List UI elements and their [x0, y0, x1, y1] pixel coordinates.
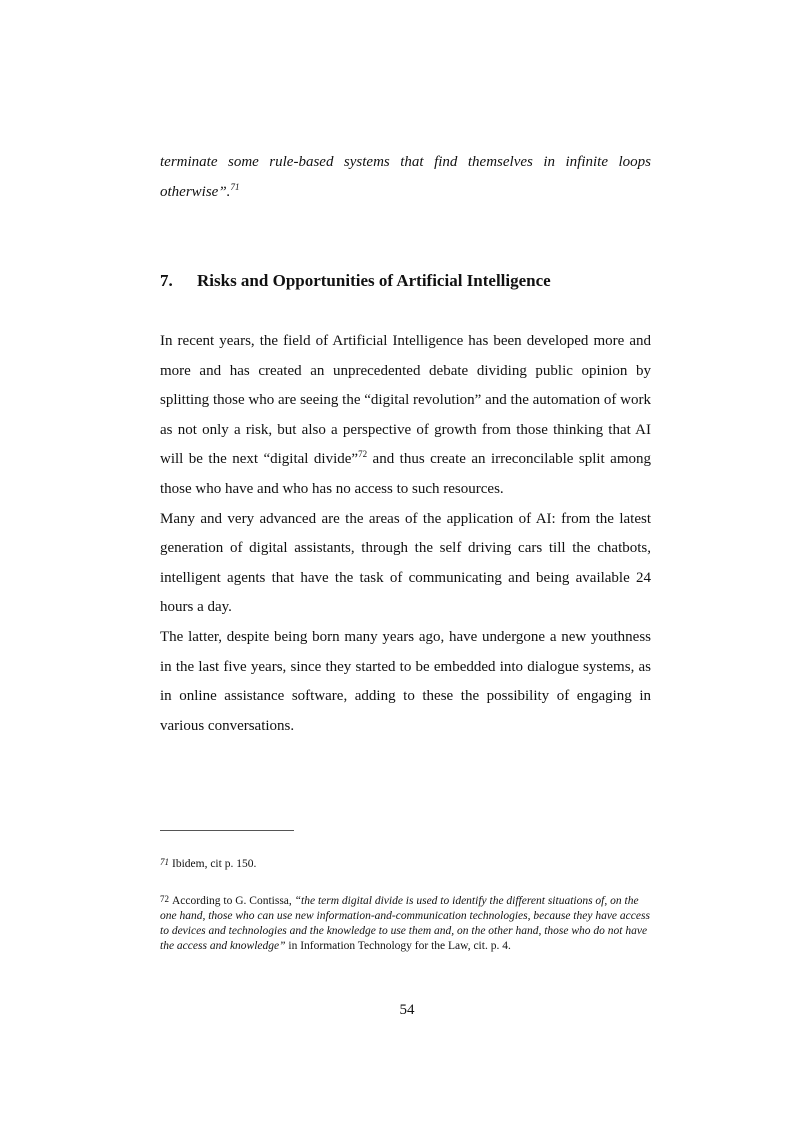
paragraph-1	[160, 327, 651, 505]
footnote-mark-72: 72	[160, 894, 169, 904]
paragraph-2: Many and very advanced are the areas of the application of AI: from the latest generation of digital assistants, through the self driving cars till the chatbots, intelligent agents that have the task of communicating and being available 24 hours a day.	[160, 510, 651, 616]
paragraph-1-part-2: and thus create an irreconcilable split among those who have and who has no access to such resources.	[160, 451, 652, 497]
footnote-mark-71: 71	[160, 857, 169, 867]
body-text	[160, 327, 651, 741]
footnotes	[160, 855, 651, 954]
footnote-71	[160, 855, 651, 872]
footnote-72-tail: in Information Technology for the Law, cit. p. 4.	[285, 940, 511, 952]
footnote-separator	[160, 830, 294, 831]
footnote-72-lead: According to G. Contissa,	[172, 895, 295, 907]
section-number: 7.	[160, 271, 173, 290]
footnote-72-quote: “the term digital divide is used to identify the different situations of, on the one hand, those who can use new information-and-communication technologies, because they have access to devices and technologies and the knowledge to use them and, on the other hand, those who do not have the access and knowledge”	[160, 895, 650, 952]
footnote-ref-71[interactable]: 71	[230, 181, 240, 192]
carryover-quote-text: terminate some rule-based systems that find themselves in infinite loops otherwise”.	[160, 154, 651, 200]
paragraph-1-part-1: In recent years, the field of Artificial Intelligence has been developed more and more and has created an unprecedented debate dividing public opinion by splitting those who are seeing the “digital revolution” and the automation of work as not only a risk, but also a perspective of growth from those thinking that AI will be the next “digital divide”	[160, 333, 651, 468]
page-number: 54	[399, 1002, 415, 1018]
footnote-72	[160, 892, 651, 954]
carryover-quote	[160, 148, 651, 207]
paragraph-3: The latter, despite being born many years ago, have undergone a new youthness in the last five years, since they started to be embedded into dialogue systems, as in online assistance software, adding to these the possibility of engaging in various conversations.	[160, 628, 651, 734]
footnote-71-text: Ibidem, cit p. 150.	[172, 858, 257, 870]
section-heading	[160, 268, 651, 294]
footnote-ref-72[interactable]: 72	[358, 449, 368, 460]
section-title: Risks and Opportunities of Artificial Intelligence	[197, 271, 551, 290]
